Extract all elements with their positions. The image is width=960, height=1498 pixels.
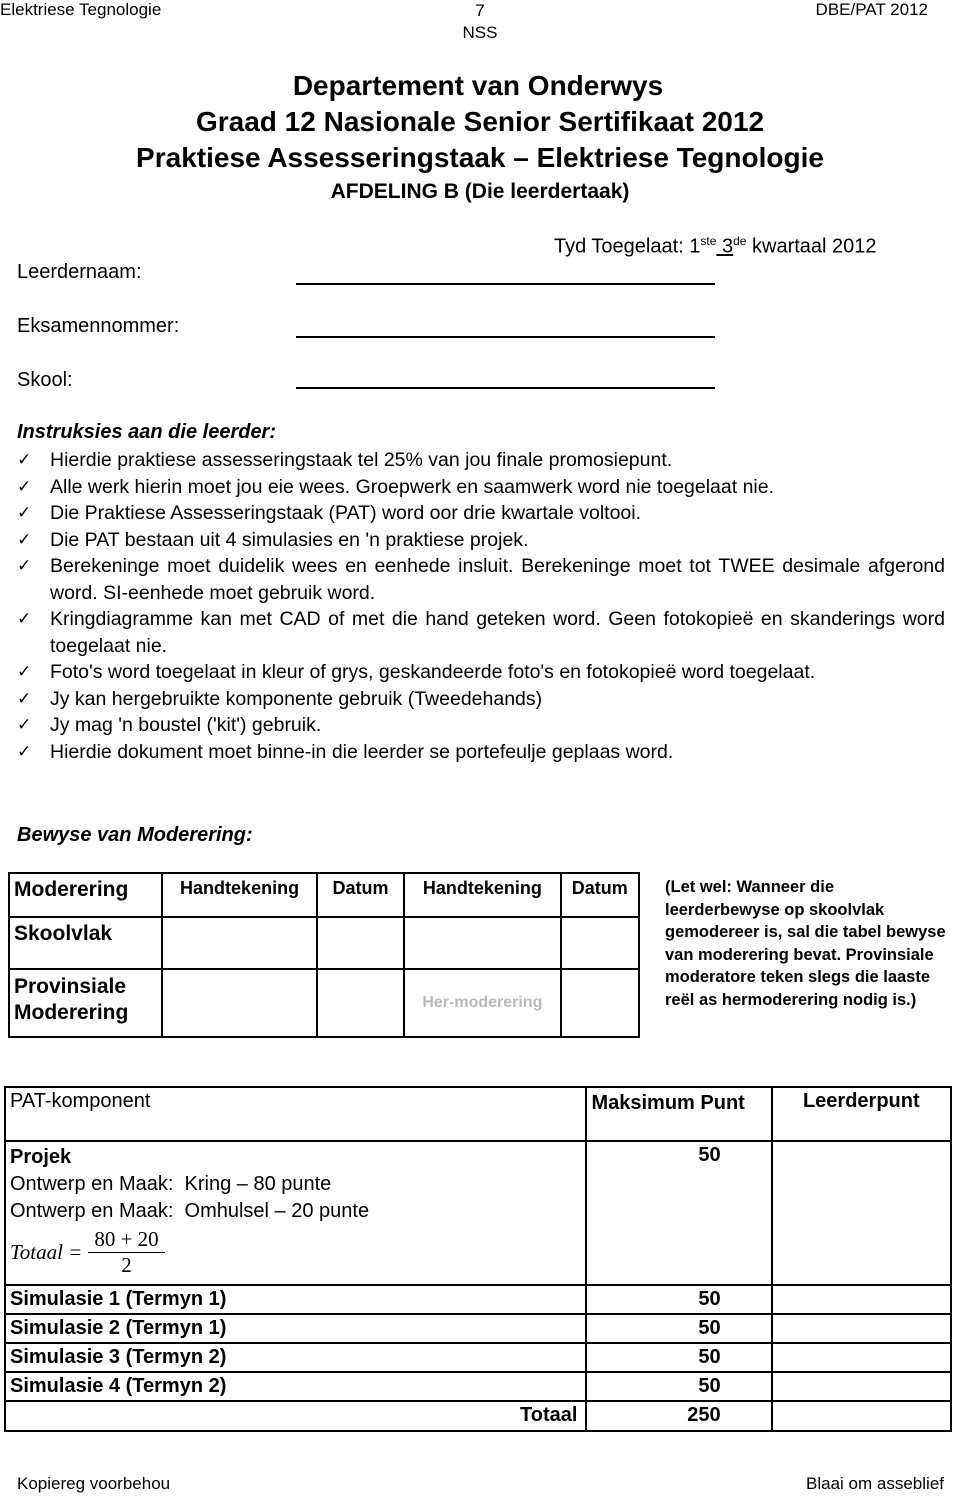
instructions-list (17, 447, 945, 765)
moderation-col-sign2: Handtekening (404, 873, 560, 917)
moderation-col-header: Moderering (9, 873, 162, 917)
pat-total-max: 250 (586, 1401, 771, 1431)
moderation-col-sign1: Handtekening (162, 873, 317, 917)
header-page (460, 0, 500, 44)
formula-numerator: 80 + 20 (88, 1227, 164, 1253)
instructions-heading: Instruksies aan die leerder: (17, 421, 277, 443)
pat-row-max: 50 (586, 1285, 771, 1314)
pat-row-max: 50 (586, 1343, 771, 1372)
pat-learner-cell[interactable] (772, 1372, 951, 1401)
pat-project-label: Projek (10, 1146, 72, 1168)
moderation-cell[interactable] (561, 969, 639, 1037)
list-item: ✓ Hierdie praktiese assesseringstaak tel 25% van jou finale promosiepunt. (17, 447, 945, 474)
list-item: ✓ Hierdie dokument moet binne-in die leerder se portefeulje geplaas word. (17, 739, 945, 766)
pat-project-cell (5, 1141, 586, 1285)
title-grade: Graad 12 Nasionale Senior Sertifikaat 2012 (195, 106, 765, 137)
check-icon: ✓ (17, 450, 32, 470)
pat-row-label: Simulasie 3 (Termyn 2) (5, 1343, 586, 1372)
moderation-table (8, 872, 640, 1038)
list-item: ✓ Die PAT bestaan uit 4 simulasies en 'n praktiese projek. (17, 527, 945, 554)
list-item: ✓ Jy kan hergebruikte komponente gebruik (Tweedehands) (17, 686, 945, 713)
moderation-row-school: Skoolvlak (9, 917, 162, 969)
time-allowed: Tyd Toegelaat: 1ste 3de kwartaal 2012 (554, 234, 877, 258)
pat-row-max: 50 (586, 1314, 771, 1343)
moderation-cell[interactable] (317, 969, 404, 1037)
list-item: ✓ Die Praktiese Assesseringstaak (PAT) word oor drie kwartale voltooi. (17, 500, 945, 527)
check-icon: ✓ (17, 741, 32, 762)
pat-learner-cell[interactable] (772, 1141, 951, 1285)
check-icon: ✓ (17, 609, 32, 629)
table-row (5, 1285, 951, 1314)
pat-row-label: Simulasie 4 (Termyn 2) (5, 1372, 586, 1401)
header-right: DBE/PAT 2012 (815, 0, 928, 19)
page-sub: NSS (462, 23, 498, 42)
exam-number-label: Eksamennommer: (17, 315, 180, 337)
school-line[interactable] (296, 387, 715, 389)
header-left: Elektriese Tegnologie (0, 0, 162, 19)
table-row (5, 1372, 951, 1401)
pat-total-label: Totaal (5, 1401, 586, 1431)
pat-col-learner: Leerderpunt (772, 1087, 951, 1141)
check-icon: ✓ (17, 476, 32, 497)
pat-row-max: 50 (586, 1372, 771, 1401)
list-item: ✓ Foto's word toegelaat in kleur of grys, geskandeerde foto's en fotokopieë word toegelaat. (17, 659, 945, 686)
footer-left: Kopiereg voorbehou (17, 1474, 171, 1493)
check-icon: ✓ (17, 556, 32, 576)
school-label: Skool: (17, 369, 73, 391)
table-row (5, 1401, 951, 1431)
moderation-heading: Bewyse van Moderering: (17, 824, 253, 846)
list-item: ✓ Berekeninge moet duidelik wees en eenhede insluit. Berekeninge moet tot TWEE desimale afgerond word. SI-eenhede moet gebruik word. (17, 555, 945, 604)
formula-fraction (88, 1227, 164, 1278)
title-pat: Praktiese Assesseringstaak – Elektriese Tegnologie (136, 142, 824, 173)
learner-name-label: Leerdernaam: (17, 261, 142, 283)
title-department: Departement van Onderwys (292, 70, 664, 101)
pat-project-line2: Ontwerp en Maak: Omhulsel – 20 punte (10, 1200, 370, 1222)
formula-denominator: 2 (121, 1253, 132, 1277)
moderation-cell[interactable] (162, 969, 317, 1037)
pat-learner-total-cell[interactable] (772, 1401, 951, 1431)
title-section: AFDELING B (Die leerdertaak) (330, 180, 630, 203)
moderation-cell[interactable] (317, 917, 404, 969)
moderation-cell[interactable] (561, 917, 639, 969)
pat-row-label: Simulasie 1 (Termyn 1) (5, 1285, 586, 1314)
check-icon: ✓ (17, 529, 32, 550)
learner-name-line[interactable] (296, 283, 715, 285)
pat-learner-cell[interactable] (772, 1343, 951, 1372)
pat-col-component: PAT-komponent (5, 1087, 586, 1141)
table-row (5, 1314, 951, 1343)
pat-formula (10, 1227, 581, 1278)
table-row (5, 1343, 951, 1372)
moderation-row-provincial: Provinsiale Moderering (9, 969, 162, 1037)
list-item: ✓ Alle werk hierin moet jou eie wees. Groepwerk en saamwerk word nie toegelaat nie. (17, 474, 945, 501)
pat-table (4, 1086, 952, 1432)
pat-learner-cell[interactable] (772, 1314, 951, 1343)
moderation-col-date2: Datum (561, 873, 639, 917)
moderation-col-date1: Datum (317, 873, 404, 917)
check-icon: ✓ (17, 688, 32, 709)
pat-project-line1: Ontwerp en Maak: Kring – 80 punte (10, 1173, 332, 1195)
check-icon: ✓ (17, 715, 32, 735)
formula-lhs: Totaal = (10, 1240, 83, 1264)
pat-project-max: 50 (586, 1141, 771, 1285)
list-item: ✓ Jy mag 'n boustel ('kit') gebruik. (17, 712, 945, 739)
pat-row-label: Simulasie 2 (Termyn 1) (5, 1314, 586, 1343)
page-number: 7 (475, 1, 485, 20)
remoderation-watermark: Her-moderering (404, 969, 560, 1037)
check-icon: ✓ (17, 662, 32, 682)
check-icon: ✓ (17, 503, 32, 523)
moderation-cell[interactable] (162, 917, 317, 969)
exam-number-line[interactable] (296, 336, 715, 338)
footer-right: Blaai om asseblief (806, 1474, 944, 1493)
moderation-cell[interactable] (404, 917, 560, 969)
moderation-note: (Let wel: Wanneer die leerderbewyse op skoolvlak gemodereer is, sal die tabel bewyse van moderering bevat. Provinsiale moderatore teken slegs die laaste reël as hermoderering nodig is.) (665, 878, 946, 1009)
pat-col-max: Maksimum Punt (586, 1087, 771, 1141)
pat-learner-cell[interactable] (772, 1285, 951, 1314)
list-item: ✓ Kringdiagramme kan met CAD of met die hand geteken word. Geen fotokopieë en skanderings word toegelaat nie. (17, 608, 945, 657)
